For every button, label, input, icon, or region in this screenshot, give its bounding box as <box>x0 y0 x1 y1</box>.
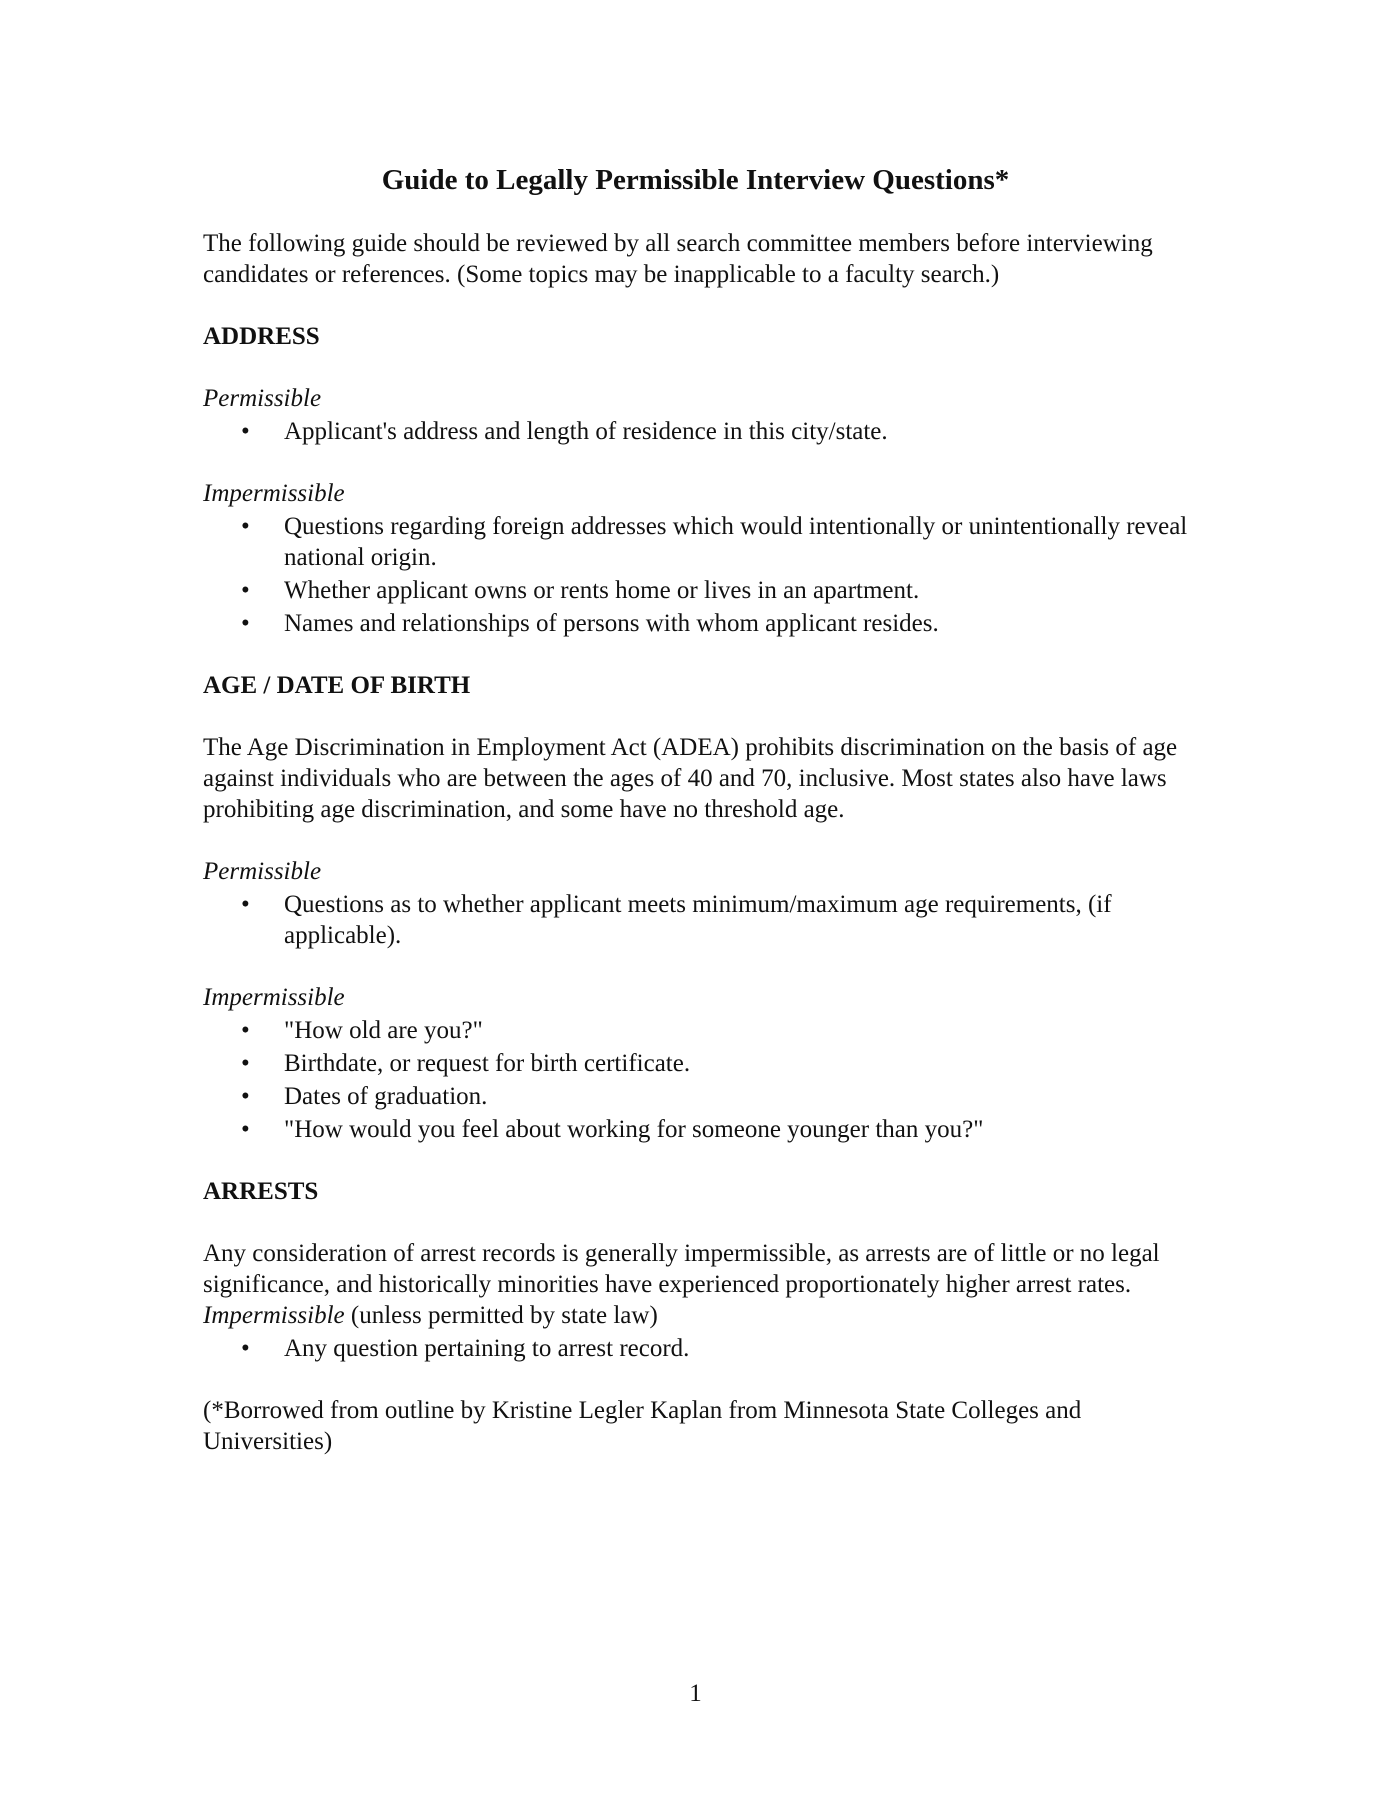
list-item: • "How would you feel about working for someone younger than you?" <box>203 1114 1188 1145</box>
age-impermissible-list <box>203 1015 1188 1145</box>
arrests-impermissible-qualifier: (unless permitted by state law) <box>344 1302 658 1329</box>
arrests-impermissible-list <box>203 1333 1188 1364</box>
section-heading-address: ADDRESS <box>203 323 320 350</box>
intro-paragraph: The following guide should be reviewed by all search committee members before interviewing candidates or references. (Some topics may be inapplicable to a faculty search.) <box>203 230 1153 288</box>
list-item: • Questions as to whether applicant meets minimum/maximum age requirements, (if applicable). <box>203 889 1188 951</box>
age-permissible-label: Permissible <box>203 858 322 885</box>
section-heading-age: AGE / DATE OF BIRTH <box>203 672 471 699</box>
list-item: • Names and relationships of persons with whom applicant resides. <box>203 608 1188 639</box>
address-permissible-list <box>203 416 1188 447</box>
age-permissible-list <box>203 889 1188 951</box>
page-title: Guide to Legally Permissible Interview Questions* <box>381 164 1010 196</box>
arrests-impermissible-line <box>203 1300 1188 1331</box>
list-item: • Whether applicant owns or rents home or lives in an apartment. <box>203 575 1188 606</box>
arrests-impermissible-label: Impermissible <box>203 1302 345 1329</box>
list-item: • Birthdate, or request for birth certificate. <box>203 1048 1188 1079</box>
arrests-paragraph: Any consideration of arrest records is generally impermissible, as arrests are of little or no legal significance, and historically minorities have experienced proportionately higher arrest rates. <box>203 1240 1160 1298</box>
age-impermissible-label: Impermissible <box>203 984 345 1011</box>
list-item: • "How old are you?" <box>203 1015 1188 1046</box>
page-content <box>203 160 1188 1457</box>
address-permissible-label: Permissible <box>203 385 322 412</box>
list-item: • Any question pertaining to arrest record. <box>203 1333 1188 1364</box>
list-item: • Dates of graduation. <box>203 1081 1188 1112</box>
address-impermissible-label: Impermissible <box>203 480 345 507</box>
page-number: 1 <box>689 1680 702 1707</box>
list-item: • Applicant's address and length of residence in this city/state. <box>203 416 1188 447</box>
list-item: • Questions regarding foreign addresses which would intentionally or unintentionally reveal national origin. <box>203 511 1188 573</box>
source-note: (*Borrowed from outline by Kristine Legler Kaplan from Minnesota State Colleges and Universities) <box>203 1397 1082 1455</box>
section-heading-arrests: ARRESTS <box>203 1178 319 1205</box>
address-impermissible-list <box>203 511 1188 639</box>
age-paragraph: The Age Discrimination in Employment Act (ADEA) prohibits discrimination on the basis of age against individuals who are between the ages of 40 and 70, inclusive. Most states also have laws prohibiting age discrimination, and some have no threshold age. <box>203 734 1178 823</box>
